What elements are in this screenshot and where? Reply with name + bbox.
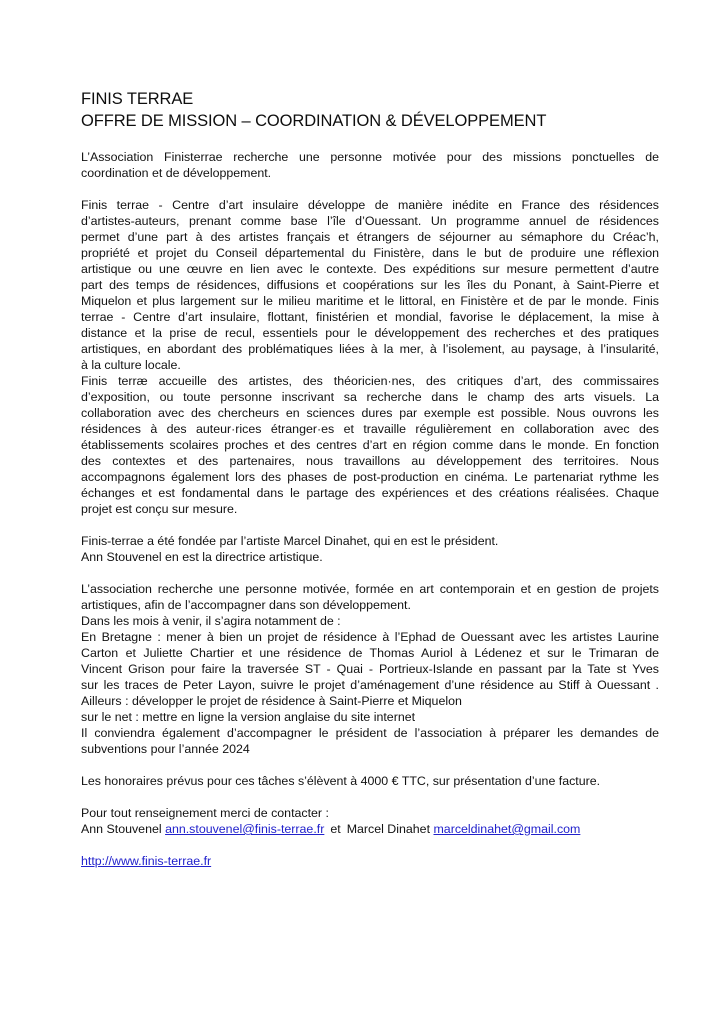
text-line: distance et la prise de recul, essentiels pour le développement des recherches et des pratiques <box>81 326 659 340</box>
text-line: propriété et projet du Conseil départemental du Finistère, dans le but de produire une réflexion <box>81 246 659 260</box>
fees-paragraph <box>81 773 659 789</box>
text-line: artistiques, afin de l’accompagner dans son développement. <box>81 598 411 612</box>
email-link-ann[interactable]: ann.stouvenel@finis-terrae.fr <box>165 822 325 836</box>
text-line: Dans les mois à venir, il s’agira notamment de : <box>81 614 341 628</box>
text-line: sur les traces de Peter Layon, suivre le projet d’aménagement d’une résidence au Stiff à Ouessant . <box>81 678 659 692</box>
title-mission-offer: OFFRE DE MISSION – COORDINATION & DÉVELOPPEMENT <box>81 112 547 130</box>
contact-separator: et <box>330 822 341 836</box>
document-body <box>81 149 659 869</box>
text-line: Miquelon et plus largement sur le milieu maritime et le littoral, en Finistère et de par le monde. Finis <box>81 294 659 308</box>
contact-name-ann: Ann Stouvenel <box>81 822 162 836</box>
text-line: Finis terrae - Centre d’art insulaire développe de manière inédite en France des résidences <box>81 198 659 212</box>
mission-paragraph <box>81 581 659 757</box>
text-line: Finis-terrae a été fondée par l’artiste Marcel Dinahet, qui en est le président. <box>81 534 499 548</box>
text-line: subventions pour l’année 2024 <box>81 742 250 756</box>
contact-intro: Pour tout renseignement merci de contacter : <box>81 806 329 820</box>
text-line: Finis terræ accueille des artistes, des théoricien·nes, des critiques d’art, des commissaires <box>81 374 659 388</box>
text-line: artistiques, en abordant des problématiques liées à la mer, à l’isolement, au paysage, à l’insularité, <box>81 342 659 356</box>
text-line: accompagnons également lors des phases de post-production en cinéma. Le partenariat rythme les <box>81 470 659 484</box>
text-line: établissements scolaires proches et des centres d’art en région comme dans le monde. En fonction <box>81 438 659 452</box>
title-organization: FINIS TERRAE <box>81 90 194 108</box>
text-line: d’artistes-auteurs, prenant comme base l’île d’Ouessant. Un programme annuel de résidences <box>81 214 659 228</box>
presentation-paragraph <box>81 197 659 517</box>
email-link-marcel[interactable]: marceldinahet@gmail.com <box>433 822 581 836</box>
text-line: En Bretagne : mener à bien un projet de résidence à l’Ephad de Ouessant avec les artistes Laurine <box>81 630 659 644</box>
text-line: Il conviendra également d’accompagner le président de l’association à préparer les demandes de <box>81 726 659 740</box>
text-line: à la culture locale. <box>81 358 181 372</box>
text-line: des contextes et des partenaires, nous travaillons au développement des territoires. Nous <box>81 454 659 468</box>
text-line: coordination et de développement. <box>81 166 272 180</box>
website-link[interactable]: http://www.finis-terrae.fr <box>81 854 212 868</box>
text-line: L’Association Finisterrae recherche une personne motivée pour des missions ponctuelles de <box>81 150 659 164</box>
text-line: Ailleurs : développer le projet de résidence à Saint-Pierre et Miquelon <box>81 694 462 708</box>
text-line: permet d’une part à des artistes français et étrangers de séjourner au sémaphore du Créac’h, <box>81 230 659 244</box>
text-line: Carton et Juliette Chartier et une résidence de Thomas Auriol à Lédenez et sur le Trimaran de <box>81 646 659 660</box>
website-paragraph <box>81 853 659 869</box>
contact-line <box>81 821 659 837</box>
document-title <box>81 88 546 132</box>
contact-paragraph <box>81 805 659 837</box>
text-line: artistique ou une œuvre en lien avec le contexte. Des expéditions sur mesure permettent d’autre <box>81 262 659 276</box>
text-line: Ann Stouvenel en est la directrice artistique. <box>81 550 323 564</box>
text-line: terrae - Centre d’art insulaire, flottant, finistérien et mondial, favorise le déplacement, la mise à <box>81 310 659 324</box>
founders-paragraph <box>81 533 659 565</box>
contact-name-marcel: Marcel Dinahet <box>346 822 431 836</box>
text-line: résidences à des auteur·rices étranger·es et travaille régulièrement en collaboration avec des <box>81 422 659 436</box>
text-line: collaboration avec des chercheurs en sciences dures par exemple est possible. Nous ouvrons les <box>81 406 659 420</box>
text-line: d’exposition, ou toute personne inscrivant sa recherche dans le champ des arts visuels. La <box>81 390 659 404</box>
text-line: sur le net : mettre en ligne la version anglaise du site internet <box>81 710 416 724</box>
text-line: part des temps de résidences, diffusions et coopérations sur les îles du Ponant, à Saint-Pierre et <box>81 278 659 292</box>
text-line: Vincent Grison pour faire la traversée ST - Quai - Portrieux-Islande en passant par la Tate st Yves <box>81 662 659 676</box>
text-line: échanges et est fondamental dans le partage des expériences et des créations réalisées. Chaque <box>81 486 659 500</box>
fees-line: Les honoraires prévus pour ces tâches s’élèvent à 4000 € TTC, sur présentation d’une facture. <box>81 774 601 788</box>
text-line: L’association recherche une personne motivée, formée en art contemporain et en gestion de projets <box>81 582 659 596</box>
intro-paragraph <box>81 149 659 181</box>
text-line: projet est conçu sur mesure. <box>81 502 238 516</box>
